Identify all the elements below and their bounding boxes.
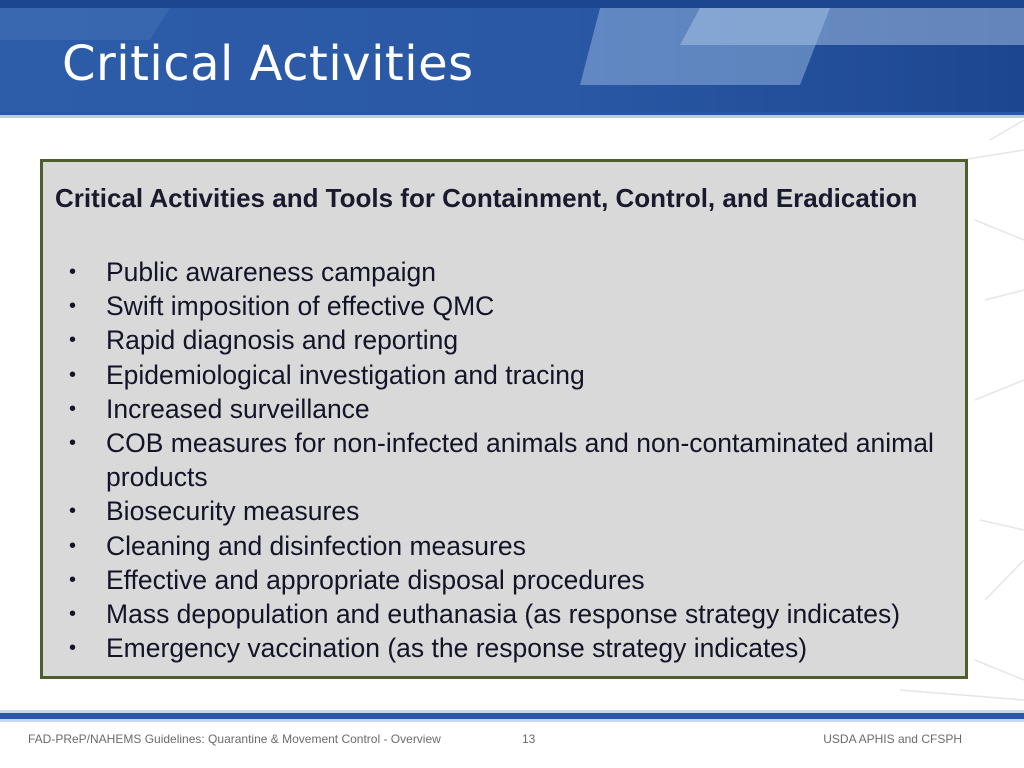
bullet-icon: • <box>69 568 77 591</box>
bullet-icon: • <box>69 534 77 557</box>
bullet-icon: • <box>69 397 77 420</box>
page-number: 13 <box>522 732 536 746</box>
box-heading: Critical Activities and Tools for Containment, Control, and Eradication <box>55 183 918 213</box>
bullet-icon: • <box>69 363 77 386</box>
list-item: • Epidemiological investigation and tracing <box>69 359 585 390</box>
list-item: • Rapid diagnosis and reporting <box>69 325 459 356</box>
bullet-icon: • <box>69 637 77 660</box>
header-banner <box>0 0 1024 118</box>
footer-rule <box>0 710 1024 726</box>
list-item: • COB measures for non-infected animals and non-contaminated animal products <box>69 428 934 493</box>
page-title: Critical Activities <box>62 36 474 92</box>
footer-course-title: FAD-PReP/NAHEMS Guidelines: Quarantine & Movement Control - Overview <box>28 732 441 746</box>
list-item: • Mass depopulation and euthanasia (as response strategy indicates) <box>69 599 901 630</box>
list-item: • Effective and appropriate disposal procedures <box>69 564 645 595</box>
activities-box <box>40 159 968 679</box>
footer-organization: USDA APHIS and CFSPH <box>823 732 962 746</box>
list-item: • Swift imposition of effective QMC <box>69 291 495 322</box>
list-item: • Emergency vaccination (as the response strategy indicates) <box>69 633 808 664</box>
bullet-icon: • <box>69 329 77 352</box>
activities-list <box>55 255 955 665</box>
list-item: • Cleaning and disinfection measures <box>69 530 526 561</box>
bullet-icon: • <box>69 261 77 283</box>
list-item: • Public awareness campaign <box>69 257 436 287</box>
list-item: • Biosecurity measures <box>69 496 360 527</box>
bullet-icon: • <box>69 295 77 318</box>
bullet-icon: • <box>69 603 77 626</box>
bullet-icon: • <box>69 432 77 455</box>
list-item: • Increased surveillance <box>69 393 370 424</box>
bullet-icon: • <box>69 500 77 523</box>
